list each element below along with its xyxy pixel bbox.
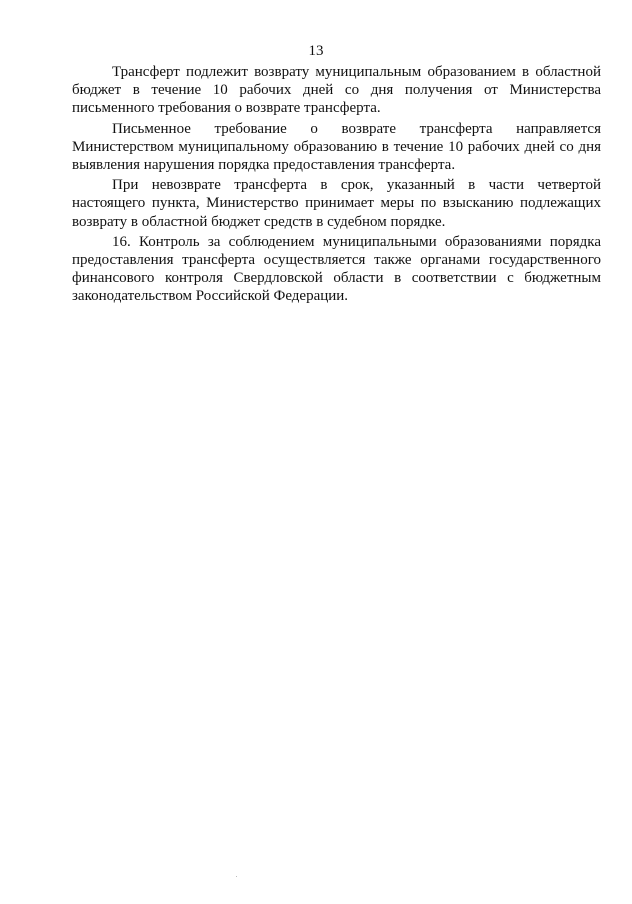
paragraph-transfer-return: Трансферт подлежит возврату муниципальным образованием в областной бюджет в течение 10 рабочих дней со дня получения от Министерства письменного требования о возврате трансферта. <box>72 64 601 117</box>
paragraph-written-demand: Письменное требование о возврате трансферта направляется Министерством муниципальному образованию в течение 10 рабочих дней со дня выявления нарушения порядка предоставления трансферта. <box>72 120 601 174</box>
page-number: 13 <box>308 43 324 59</box>
document-body <box>72 63 601 306</box>
paragraph-control-16: 16. Контроль за соблюдением муниципальными образованиями порядка предоставления трансферта осуществляется также органами государственного финансового контроля Свердловской области в соответствии с бюджетным законодательством Российской Федерации. <box>72 233 601 305</box>
scan-speck <box>236 876 237 877</box>
paragraph-non-return: При невозврате трансферта в срок, указанный в части четвертой настоящего пункта, Министерство принимает меры по взысканию подлежащих возврату в областной бюджет средств в судебном порядке. <box>72 177 601 230</box>
